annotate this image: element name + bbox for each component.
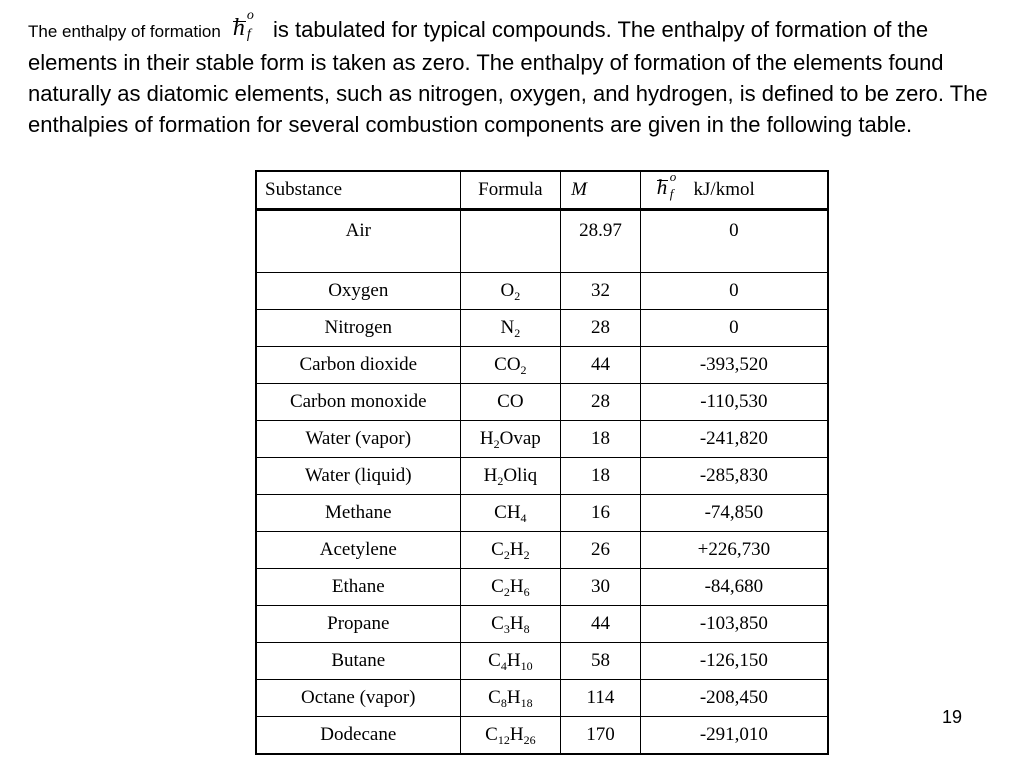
cell-substance: Nitrogen [256, 310, 460, 347]
cell-substance: Dodecane [256, 717, 460, 754]
table-row [256, 210, 828, 273]
cell-formula: $CO_2$ [460, 347, 561, 384]
cell-molar-mass: 18 [561, 421, 641, 458]
table-row [256, 495, 828, 532]
cell-enthalpy: -291,010 [640, 717, 828, 754]
cell-enthalpy: +226,730 [640, 532, 828, 569]
cell-formula: $C_2H_2$ [460, 532, 561, 569]
enthalpy-table [255, 170, 829, 755]
cell-substance: Water (liquid) [256, 458, 460, 495]
header-enthalpy-unit: kJ/kmol [693, 179, 755, 200]
table-row [256, 273, 828, 310]
header-substance: Substance [256, 171, 460, 210]
table-row [256, 717, 828, 754]
cell-enthalpy: -126,150 [640, 643, 828, 680]
cell-molar-mass: 44 [561, 606, 641, 643]
cell-substance: Propane [256, 606, 460, 643]
table-body [256, 210, 828, 754]
enthalpy-of-formation-symbol: h o f [232, 8, 254, 42]
cell-substance: Acetylene [256, 532, 460, 569]
table-row [256, 347, 828, 384]
page-number: 19 [942, 707, 963, 727]
cell-enthalpy: -84,680 [640, 569, 828, 606]
cell-molar-mass: 26 [561, 532, 641, 569]
cell-formula: $CH_4$ [460, 495, 561, 532]
intro-paragraph [28, 8, 1003, 140]
header-molar-mass: M [561, 171, 641, 210]
cell-molar-mass: 28.97 [561, 210, 641, 273]
cell-molar-mass: 58 [561, 643, 641, 680]
cell-formula: $H_2Oliq$ [460, 458, 561, 495]
cell-substance: Octane (vapor) [256, 680, 460, 717]
table-row [256, 680, 828, 717]
header-enthalpy [640, 171, 828, 210]
cell-formula: $O_2$ [460, 273, 561, 310]
table-row [256, 310, 828, 347]
cell-enthalpy: -110,530 [640, 384, 828, 421]
cell-molar-mass: 32 [561, 273, 641, 310]
cell-molar-mass: 30 [561, 569, 641, 606]
cell-formula: $C_8H_{18}$ [460, 680, 561, 717]
cell-molar-mass: 16 [561, 495, 641, 532]
cell-enthalpy: -393,520 [640, 347, 828, 384]
cell-substance: Methane [256, 495, 460, 532]
table-row [256, 421, 828, 458]
enthalpy-symbol: h o f [656, 169, 677, 201]
cell-molar-mass: 170 [561, 717, 641, 754]
cell-molar-mass: 28 [561, 384, 641, 421]
cell-enthalpy: -208,450 [640, 680, 828, 717]
cell-formula: $N_2$ [460, 310, 561, 347]
table-row [256, 606, 828, 643]
cell-enthalpy: 0 [640, 273, 828, 310]
cell-substance: Ethane [256, 569, 460, 606]
cell-molar-mass: 114 [561, 680, 641, 717]
cell-formula: $C_4H_{10}$ [460, 643, 561, 680]
table-row [256, 532, 828, 569]
cell-enthalpy: 0 [640, 310, 828, 347]
table-row [256, 458, 828, 495]
cell-enthalpy: -285,830 [640, 458, 828, 495]
cell-formula: $C_{12}H_{26}$ [460, 717, 561, 754]
header-formula: Formula [460, 171, 561, 210]
cell-substance: Butane [256, 643, 460, 680]
cell-enthalpy: -74,850 [640, 495, 828, 532]
cell-enthalpy: 0 [640, 210, 828, 273]
cell-formula: CO [460, 384, 561, 421]
cell-enthalpy: -241,820 [640, 421, 828, 458]
cell-formula: $C_3H_8$ [460, 606, 561, 643]
cell-substance: Water (vapor) [256, 421, 460, 458]
cell-molar-mass: 18 [561, 458, 641, 495]
table-row [256, 569, 828, 606]
intro-lead-text: The enthalpy of formation [28, 22, 221, 41]
cell-molar-mass: 28 [561, 310, 641, 347]
cell-substance: Carbon dioxide [256, 347, 460, 384]
table-row [256, 384, 828, 421]
cell-formula [460, 210, 561, 273]
cell-enthalpy: -103,850 [640, 606, 828, 643]
table-header-row [256, 171, 828, 210]
table-row [256, 643, 828, 680]
cell-substance: Carbon monoxide [256, 384, 460, 421]
cell-molar-mass: 44 [561, 347, 641, 384]
intro-body-text: is tabulated for typical compounds. The enthalpy of formation of the elements in their stable form is taken as zero. The enthalpy of formation of the elements found naturally as diatomic elements, such as nitrogen, oxygen, and hydrogen, is defined to be zero. The enthalpies of formation for several combustion components are given in the following table. [28, 17, 988, 137]
cell-formula: $H_2Ovap$ [460, 421, 561, 458]
cell-substance: Oxygen [256, 273, 460, 310]
cell-formula: $C_2H_6$ [460, 569, 561, 606]
cell-substance: Air [256, 210, 460, 273]
